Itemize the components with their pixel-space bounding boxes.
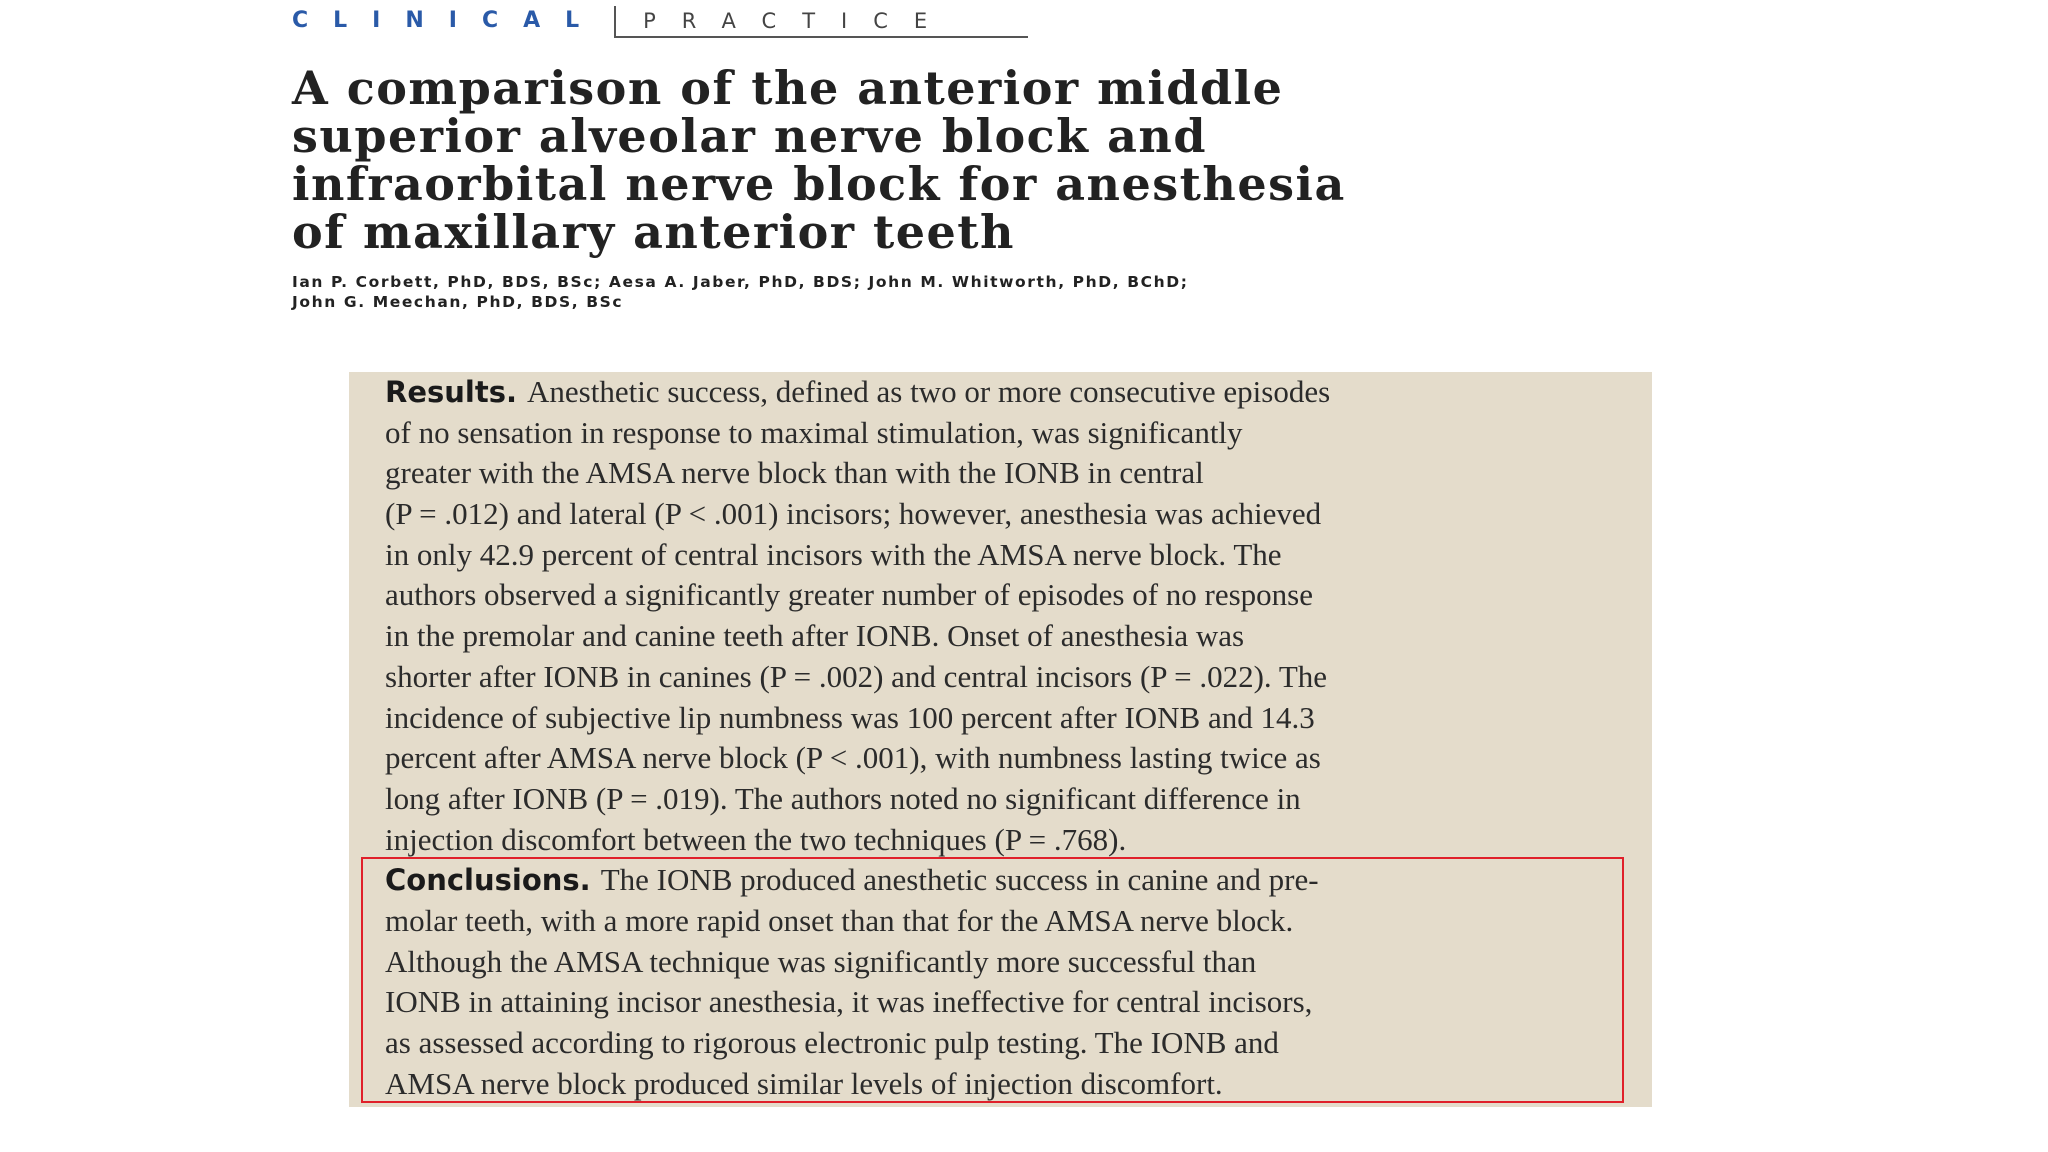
results-line: authors observed a significantly greater number of episodes of no response [385, 577, 1314, 613]
section-kicker [292, 6, 1028, 38]
section-label-clinical: CLINICAL [292, 6, 616, 38]
results-line: injection discomfort between the two techniques (P = .768). [385, 821, 1127, 857]
results-line: in the premolar and canine teeth after IONB. Onset of anesthesia was [385, 618, 1245, 654]
conclusions-line: IONB in attaining incisor anesthesia, it was ineffective for central incisors, [385, 984, 1313, 1020]
results-line [385, 372, 1635, 413]
section-label-practice: PRACTICE [616, 6, 1028, 38]
results-text: Anesthetic success, defined as two or more consecutive episodes [527, 374, 1331, 409]
conclusions-line [385, 860, 1635, 901]
abstract-excerpt [349, 372, 1652, 1107]
conclusions-heading: Conclusions. [385, 863, 591, 898]
author-line: Ian P. Corbett, PhD, BDS, BSc; Aesa A. Jaber, PhD, BDS; John M. Whitworth, PhD, BChD; [292, 273, 1189, 291]
article-title [292, 61, 1712, 259]
title-line: of maxillary anterior teeth [292, 205, 1015, 259]
results-line: percent after AMSA nerve block (P < .001), with numbness lasting twice as [385, 740, 1321, 776]
results-line: (P = .012) and lateral (P < .001) incisors; however, anesthesia was achieved [385, 496, 1322, 532]
conclusions-line: molar teeth, with a more rapid onset than that for the AMSA nerve block. [385, 902, 1294, 938]
title-line: infraorbital nerve block for anesthesia [292, 157, 1346, 211]
results-line: in only 42.9 percent of central incisors with the AMSA nerve block. The [385, 536, 1282, 572]
results-line: long after IONB (P = .019). The authors noted no significant difference in [385, 780, 1301, 816]
author-list [292, 272, 1732, 312]
abstract-text [385, 372, 1635, 1104]
conclusions-text: The IONB produced anesthetic success in canine and pre- [600, 862, 1319, 898]
conclusions-line: as assessed according to rigorous electronic pulp testing. The IONB and [385, 1025, 1279, 1060]
conclusions-line: Although the AMSA technique was significantly more successful than [385, 943, 1257, 979]
conclusions-line: AMSA nerve block produced similar levels of injection discomfort. [385, 1065, 1223, 1101]
results-line: shorter after IONB in canines (P = .002) and central incisors (P = .022). The [385, 658, 1328, 694]
results-line: incidence of subjective lip numbness was 100 percent after IONB and 14.3 [385, 699, 1315, 735]
results-line: greater with the AMSA nerve block than with the IONB in central [385, 455, 1204, 491]
title-line: A comparison of the anterior middle [292, 61, 1284, 115]
results-heading: Results. [385, 375, 517, 409]
author-line: John G. Meechan, PhD, BDS, BSc [292, 293, 624, 311]
results-line: of no sensation in response to maximal stimulation, was significantly [385, 414, 1243, 450]
title-line: superior alveolar nerve block and [292, 109, 1207, 163]
